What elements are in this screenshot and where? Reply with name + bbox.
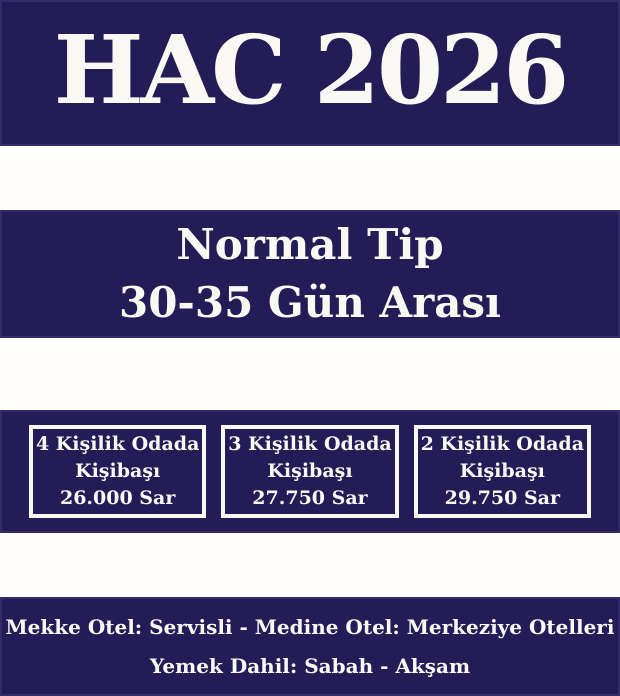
price-box-room-label: 3 Kişilik Odada bbox=[228, 433, 392, 455]
package-duration-label: 30-35 Gün Arası bbox=[118, 278, 502, 327]
package-banner bbox=[0, 210, 620, 338]
page-title: HAC 2026 bbox=[53, 14, 567, 126]
footer-banner bbox=[0, 597, 620, 696]
header-banner bbox=[0, 0, 620, 146]
price-box-per-person-label: Kişibaşı bbox=[267, 460, 353, 482]
price-box-triple-room bbox=[221, 425, 398, 518]
price-box-price-value: 26.000 Sar bbox=[59, 487, 176, 509]
price-box-price-value: 29.750 Sar bbox=[444, 487, 560, 509]
spacer-after-package bbox=[0, 338, 620, 410]
price-box-room-label: 4 Kişilik Odada bbox=[35, 433, 200, 455]
price-box-per-person-label: Kişibaşı bbox=[459, 460, 545, 482]
price-box-quad-room bbox=[29, 425, 206, 518]
price-box-room-label: 2 Kişilik Odada bbox=[420, 433, 585, 455]
spacer-after-prices bbox=[0, 533, 620, 597]
footer-hotels-info: Mekke Otel: Servisli - Medine Otel: Merkeziye Otelleri bbox=[5, 614, 615, 639]
footer-meals-info: Yemek Dahil: Sabah - Akşam bbox=[149, 653, 471, 678]
price-band bbox=[0, 410, 620, 533]
price-box-double-room bbox=[414, 425, 591, 518]
spacer-after-header bbox=[0, 146, 620, 210]
package-type-label: Normal Tip bbox=[176, 220, 444, 269]
price-box-per-person-label: Kişibaşı bbox=[75, 460, 161, 482]
price-box-price-value: 27.750 Sar bbox=[252, 487, 368, 509]
